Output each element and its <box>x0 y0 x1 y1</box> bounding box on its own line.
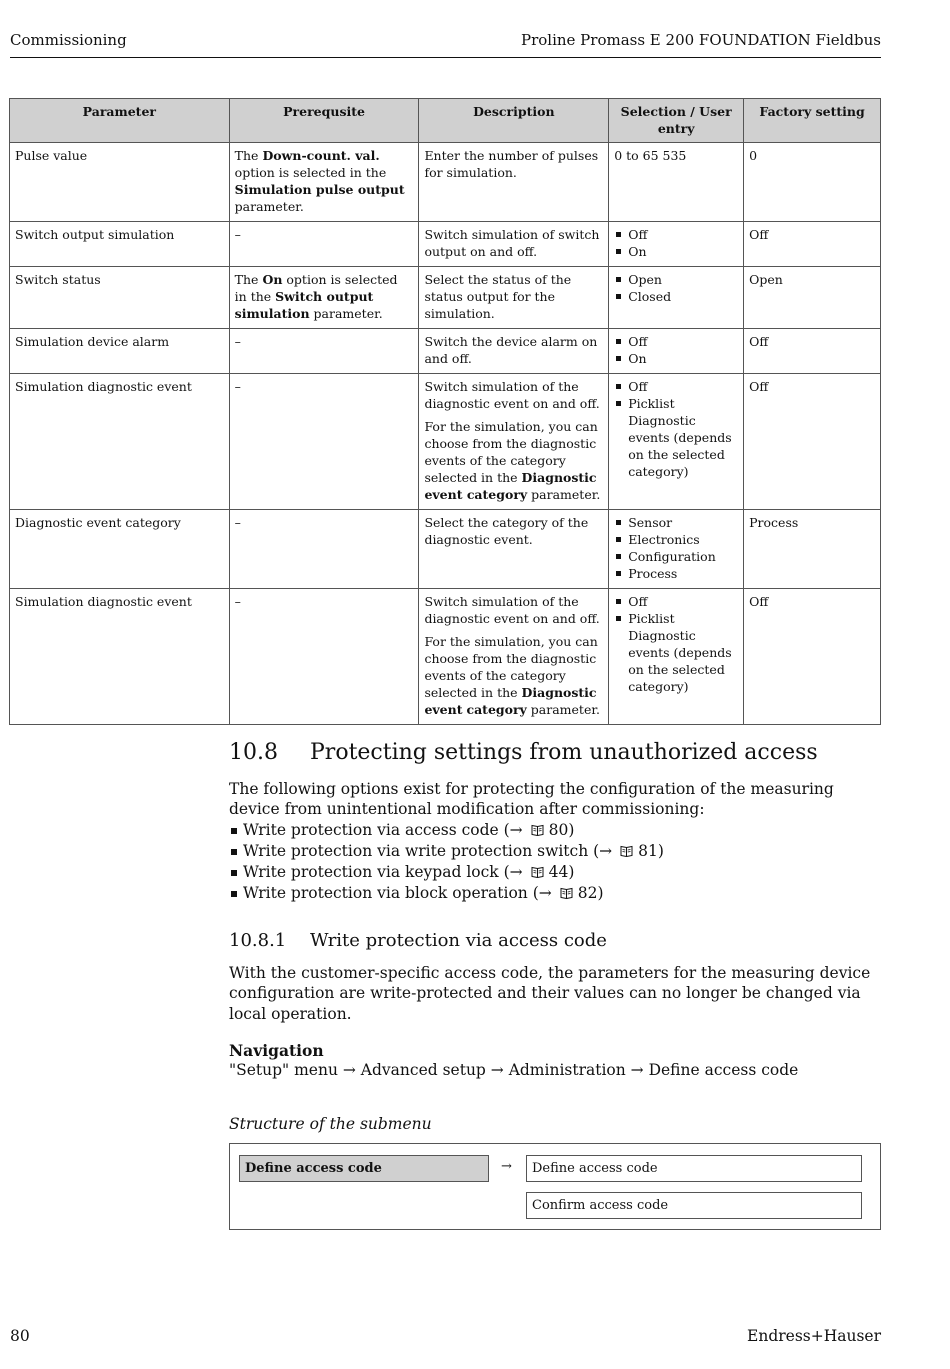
option-text: Write protection via write protection switch (→ <box>243 841 613 860</box>
cell-prerequisite <box>229 374 419 510</box>
option-page-ref: 82) <box>577 884 604 903</box>
description-paragraph <box>424 271 603 322</box>
subsection-number: 10.8.1 <box>229 930 287 951</box>
text-run: Switch simulation of the diagnostic event on and off. <box>424 379 600 411</box>
cell-prerequisite <box>229 267 419 329</box>
table-header-row <box>10 99 881 143</box>
text-run: The <box>234 272 263 287</box>
section-number: 10.8 <box>229 740 278 765</box>
cell-factory-setting: Open <box>744 267 881 329</box>
cell-description <box>419 222 609 267</box>
description-paragraph <box>424 333 603 367</box>
text-run: – <box>234 334 241 349</box>
cell-selection <box>609 374 744 510</box>
text-run: – <box>234 379 241 394</box>
cell-factory-setting: Off <box>744 374 881 510</box>
column-header-prerequisite: Prerequsite <box>229 99 419 143</box>
text-run: parameter. <box>309 306 383 321</box>
description-paragraph <box>424 633 603 718</box>
cell-parameter: Switch status <box>10 267 230 329</box>
option-text: Write protection via block operation (→ <box>243 884 552 903</box>
selection-list <box>614 333 738 367</box>
cell-selection <box>609 329 744 374</box>
cell-prerequisite <box>229 143 419 222</box>
cell-factory-setting: 0 <box>744 143 881 222</box>
selection-option: Picklist Diagnostic events (depends on the selected category) <box>614 395 738 480</box>
section-heading <box>229 740 881 765</box>
option-page-ref: 44) <box>548 863 575 882</box>
description-paragraph <box>424 147 603 181</box>
selection-option: Off <box>614 226 738 243</box>
option-page-ref: 80) <box>548 820 575 839</box>
cell-selection <box>609 267 744 329</box>
cell-description <box>419 510 609 589</box>
section-intro <box>229 779 881 905</box>
text-run: option is selected in the <box>234 165 387 180</box>
selection-option: Closed <box>614 288 738 305</box>
text-run: option is selected in the <box>234 272 398 304</box>
cell-prerequisite <box>229 329 419 374</box>
selection-option: On <box>614 350 738 367</box>
footer-page-number: 80 <box>10 1327 30 1345</box>
subsection-title: Write protection via access code <box>310 930 607 951</box>
selection-list <box>614 514 738 582</box>
description-paragraph <box>424 378 603 412</box>
column-header-factory-setting: Factory setting <box>744 99 881 143</box>
protection-options-list <box>229 820 881 905</box>
text-run: Switch simulation of switch output on and off. <box>424 227 600 259</box>
text-run: parameter. <box>526 702 600 717</box>
table-row <box>10 510 881 589</box>
column-header-selection: Selection / User entry <box>609 99 744 143</box>
cell-factory-setting: Process <box>744 510 881 589</box>
cell-parameter: Simulation diagnostic event <box>10 589 230 725</box>
option-page-ref: 81) <box>638 841 664 860</box>
selection-option: Electronics <box>614 531 738 548</box>
text-run: Select the status of the status output for the simulation. <box>424 272 572 321</box>
cell-description <box>419 329 609 374</box>
footer-company: Endress+Hauser <box>747 1327 881 1345</box>
bold-text: Down-count. val. <box>262 148 380 163</box>
column-header-parameter: Parameter <box>10 99 230 143</box>
table-row <box>10 329 881 374</box>
page-reference-icon <box>560 884 573 904</box>
table-row <box>10 143 881 222</box>
navigation-path: "Setup" menu → Advanced setup → Administration → Define access code <box>229 1061 799 1079</box>
cell-description <box>419 267 609 329</box>
selection-option: Process <box>614 565 738 582</box>
cell-description <box>419 589 609 725</box>
text-run: The <box>234 148 263 163</box>
selection-option: Sensor <box>614 514 738 531</box>
navigation-label: Navigation <box>229 1041 324 1060</box>
text-run: – <box>234 227 241 242</box>
cell-description <box>419 374 609 510</box>
header-section: Commissioning <box>10 31 127 49</box>
option-text: Write protection via keypad lock (→ <box>243 863 523 882</box>
table-row <box>10 589 881 725</box>
text-run: – <box>234 515 241 530</box>
selection-option: Picklist Diagnostic events (depends on the selected category) <box>614 610 738 695</box>
text-run: For the simulation, you can choose from the diagnostic events of the category selected in the <box>424 419 598 485</box>
text-run: parameter. <box>234 199 304 214</box>
protection-option <box>229 883 881 904</box>
description-paragraph <box>424 514 603 548</box>
protection-option <box>229 862 881 883</box>
cell-factory-setting: Off <box>744 222 881 267</box>
cell-prerequisite <box>229 589 419 725</box>
table-row <box>10 374 881 510</box>
selection-option: Off <box>614 593 738 610</box>
text-run: Switch the device alarm on and off. <box>424 334 598 366</box>
arrow-right-icon: → <box>501 1159 512 1174</box>
cell-parameter: Diagnostic event category <box>10 510 230 589</box>
submenu-item-define-access-code: Define access code <box>526 1155 862 1182</box>
selection-list <box>614 593 738 695</box>
selection-option: Off <box>614 378 738 395</box>
cell-selection <box>609 589 744 725</box>
submenu-structure <box>229 1143 881 1230</box>
bold-text: category <box>466 702 527 717</box>
option-text: Write protection via access code (→ <box>243 820 523 839</box>
text-run: For the simulation, you can choose from the diagnostic events of the category selected in the <box>424 634 598 700</box>
description-paragraph <box>424 593 603 627</box>
selection-option: Off <box>614 333 738 350</box>
cell-parameter: Pulse value <box>10 143 230 222</box>
selection-range: 0 to 65 535 <box>614 148 687 163</box>
selection-option: On <box>614 243 738 260</box>
text-run: parameter. <box>527 487 601 502</box>
selection-list <box>614 378 738 480</box>
selection-option: Open <box>614 271 738 288</box>
parameter-table <box>9 98 881 725</box>
bold-text: Diagnostic event category <box>424 470 597 502</box>
protection-option <box>229 820 881 841</box>
bold-text: On <box>262 272 283 287</box>
cell-factory-setting: Off <box>744 589 881 725</box>
page-reference-icon <box>531 863 544 883</box>
table-body <box>10 143 881 725</box>
submenu-item-confirm-access-code: Confirm access code <box>526 1192 862 1219</box>
selection-list <box>614 271 738 305</box>
page-header <box>10 31 881 58</box>
text-run: Select the category of the diagnostic event. <box>424 515 589 547</box>
header-product: Proline Promass E 200 FOUNDATION Fieldbus <box>520 31 881 49</box>
cell-selection <box>609 143 744 222</box>
selection-list <box>614 226 738 260</box>
description-paragraph <box>424 418 603 503</box>
cell-description <box>419 143 609 222</box>
subsection-text: With the customer-specific access code, the parameters for the measuring device configuration are write-protected and their values can no longer be changed via local operation. <box>229 964 871 1023</box>
cell-selection <box>609 510 744 589</box>
page-reference-icon <box>620 842 633 862</box>
cell-selection <box>609 222 744 267</box>
section-title: Protecting settings from unauthorized access <box>310 740 818 765</box>
table-row <box>10 267 881 329</box>
cell-parameter: Switch output simulation <box>10 222 230 267</box>
cell-parameter: Simulation diagnostic event <box>10 374 230 510</box>
text-run: – <box>234 594 241 609</box>
table-row <box>10 222 881 267</box>
cell-parameter: Simulation device alarm <box>10 329 230 374</box>
page-reference-icon <box>531 821 544 841</box>
column-header-description: Description <box>419 99 609 143</box>
cell-factory-setting: Off <box>744 329 881 374</box>
text-run: Switch simulation of the diagnostic event on and off. <box>424 594 600 626</box>
intro-text: The following options exist for protecting the configuration of the measuring device from unintentional modification after commissioning: <box>229 780 834 819</box>
bold-text: Switch output simulation <box>234 289 374 321</box>
cell-prerequisite <box>229 510 419 589</box>
submenu-caption: Structure of the submenu <box>229 1115 432 1133</box>
cell-prerequisite <box>229 222 419 267</box>
bold-text: Simulation pulse output <box>234 182 405 197</box>
description-paragraph <box>424 226 603 260</box>
subsection-heading <box>229 930 881 951</box>
protection-option <box>229 841 881 862</box>
bold-text: Diagnostic event <box>424 685 597 717</box>
selection-option: Configuration <box>614 548 738 565</box>
text-run: Enter the number of pulses for simulation. <box>424 148 599 180</box>
submenu-menu-box: Define access code <box>239 1155 489 1182</box>
